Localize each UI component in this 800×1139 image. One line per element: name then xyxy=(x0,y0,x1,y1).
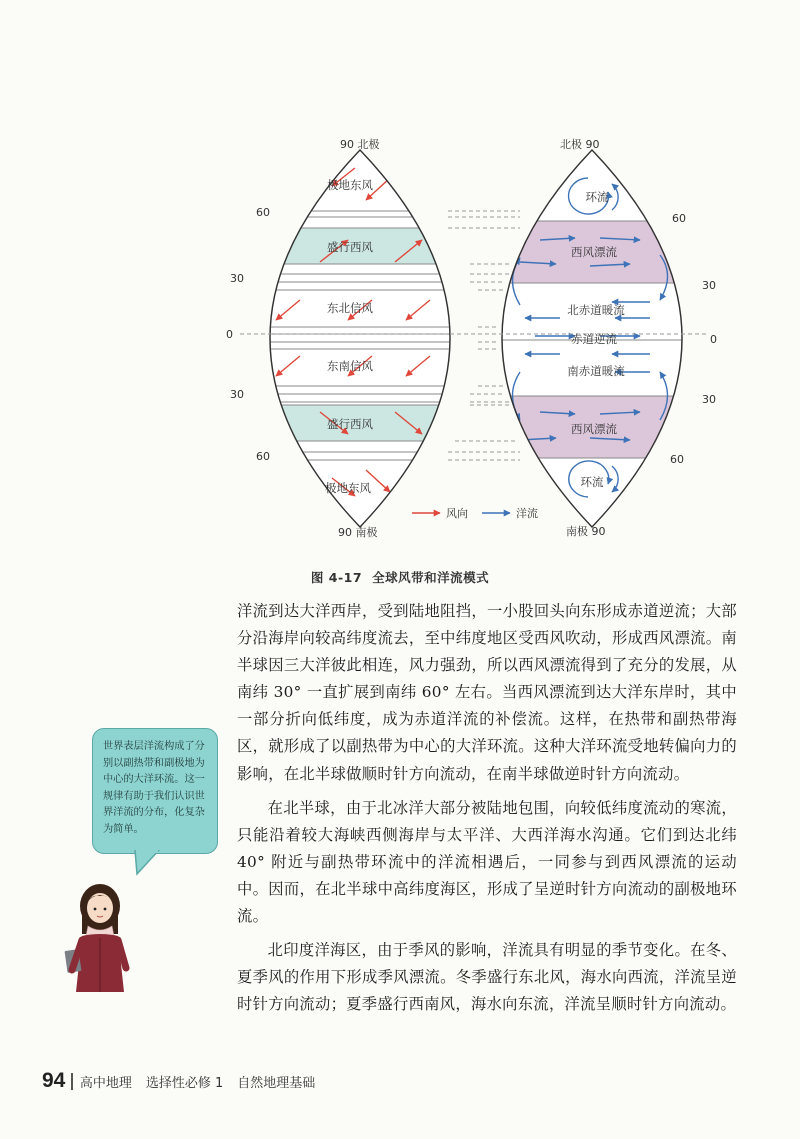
figure-caption xyxy=(0,568,800,586)
legend-wind-label: 风向 xyxy=(446,507,468,520)
legend-current-label: 洋流 xyxy=(516,507,538,520)
paragraph-3: 北印度洋海区，由于季风的影响，洋流具有明显的季节变化。在冬、夏季风的作用下形成季风漂流。冬季盛行东北风，海水向西流，洋流呈逆时针方向流动；夏季盛行西南风，海水向东流，洋流呈顺时针方向流动。 xyxy=(237,941,737,1014)
zone-polar-easterlies-s: 极地东风 xyxy=(325,481,371,495)
paragraph-2: 在北半球，由于北冰洋大部分被陆地包围，向较低纬度流动的寒流，只能沿着较大海峡西侧海岸与太平洋、大西洋海水沟通。它们到达北纬 40° 附近与副热带环流中的洋流相遇后，一同参与到西风漂流的运动中。因而，在北半球中高纬度海区，形成了呈逆时针方向流动的副极地环流。 xyxy=(237,798,737,926)
right-lat-30s: 30 xyxy=(702,393,716,406)
current-westerly-drift-s: 西风漂流 xyxy=(571,422,617,436)
right-lat-0: 0 xyxy=(710,333,717,346)
left-lat-30n: 30 xyxy=(230,272,244,285)
current-south-equatorial: 南赤道暖流 xyxy=(567,364,625,378)
paragraph-1: 洋流到达大洋西岸，受到陆地阻挡，一小股回头向东形成赤道逆流；大部分沿海岸向较高纬度流去，至中纬度地区受西风吹动，形成西风漂流。南半球因三大洋彼此相连，风力强劲，所以西风漂流得到了充分的发展，从南纬 30° 一直扩展到南纬 60° 左右。当西风漂流到达大洋东岸时，其中一部分折向低纬度，成为赤道洋流的补偿流。这样，在热带和副热带海区，就形成了以副热带为中心的大洋环流。这种大洋环流受地转偏向力的影响，在北半球做顺时针方向流动，在南半球做逆时针方向流动。 xyxy=(237,602,737,783)
zone-se-trades: 东南信风 xyxy=(327,359,373,373)
left-lat-60s: 60 xyxy=(256,450,270,463)
left-south-pole-label: 90 南极 xyxy=(338,526,378,539)
footer-divider xyxy=(71,1073,73,1090)
page-footer xyxy=(42,1069,315,1093)
footer-subtitle: 自然地理基础 xyxy=(237,1075,316,1091)
sidebar-tip-text: 世界表层洋流构成了分别以副热带和副极地为中心的大洋环流。这一规律有助于我们认识世界洋流的分布，化复杂为简单。 xyxy=(103,741,205,835)
bubble-tail xyxy=(133,850,163,876)
legend xyxy=(412,506,538,520)
current-westerly-drift-n: 西风漂流 xyxy=(571,245,617,259)
zone-ne-trades: 东北信风 xyxy=(327,301,373,315)
current-polar-gyre-s: 环流 xyxy=(580,475,604,489)
sidebar-tip-bubble xyxy=(92,728,218,854)
right-lat-60s: 60 xyxy=(670,453,684,466)
current-equatorial-counter: 赤道逆流 xyxy=(571,332,617,346)
left-lat-30s: 30 xyxy=(230,388,244,401)
footer-volume: 选择性必修 1 xyxy=(145,1075,224,1091)
zone-westerlies-s: 盛行西风 xyxy=(327,417,373,431)
right-north-pole-label: 北极 90 xyxy=(560,138,600,151)
figure-number: 图 4-17 xyxy=(310,570,363,585)
left-north-pole-label: 90 北极 xyxy=(340,138,380,151)
zone-westerlies-n: 盛行西风 xyxy=(327,240,373,254)
right-lat-30n: 30 xyxy=(702,279,716,292)
footer-book-title: 高中地理 xyxy=(79,1075,132,1091)
right-lat-60n: 60 xyxy=(672,212,686,225)
figure-title: 全球风带和洋流模式 xyxy=(372,570,490,585)
wind-current-diagram xyxy=(0,0,800,560)
page-number: 94 xyxy=(42,1069,66,1092)
zone-polar-easterlies-n: 极地东风 xyxy=(327,178,373,192)
right-south-pole-label: 南极 90 xyxy=(566,525,606,538)
left-lat-0: 0 xyxy=(226,328,233,341)
student-illustration xyxy=(60,880,140,995)
left-globe xyxy=(180,150,540,530)
body-text xyxy=(237,598,737,1018)
left-lat-60n: 60 xyxy=(256,206,270,219)
current-polar-gyre-n: 环流 xyxy=(585,190,609,204)
current-north-equatorial: 北赤道暖流 xyxy=(567,303,625,317)
